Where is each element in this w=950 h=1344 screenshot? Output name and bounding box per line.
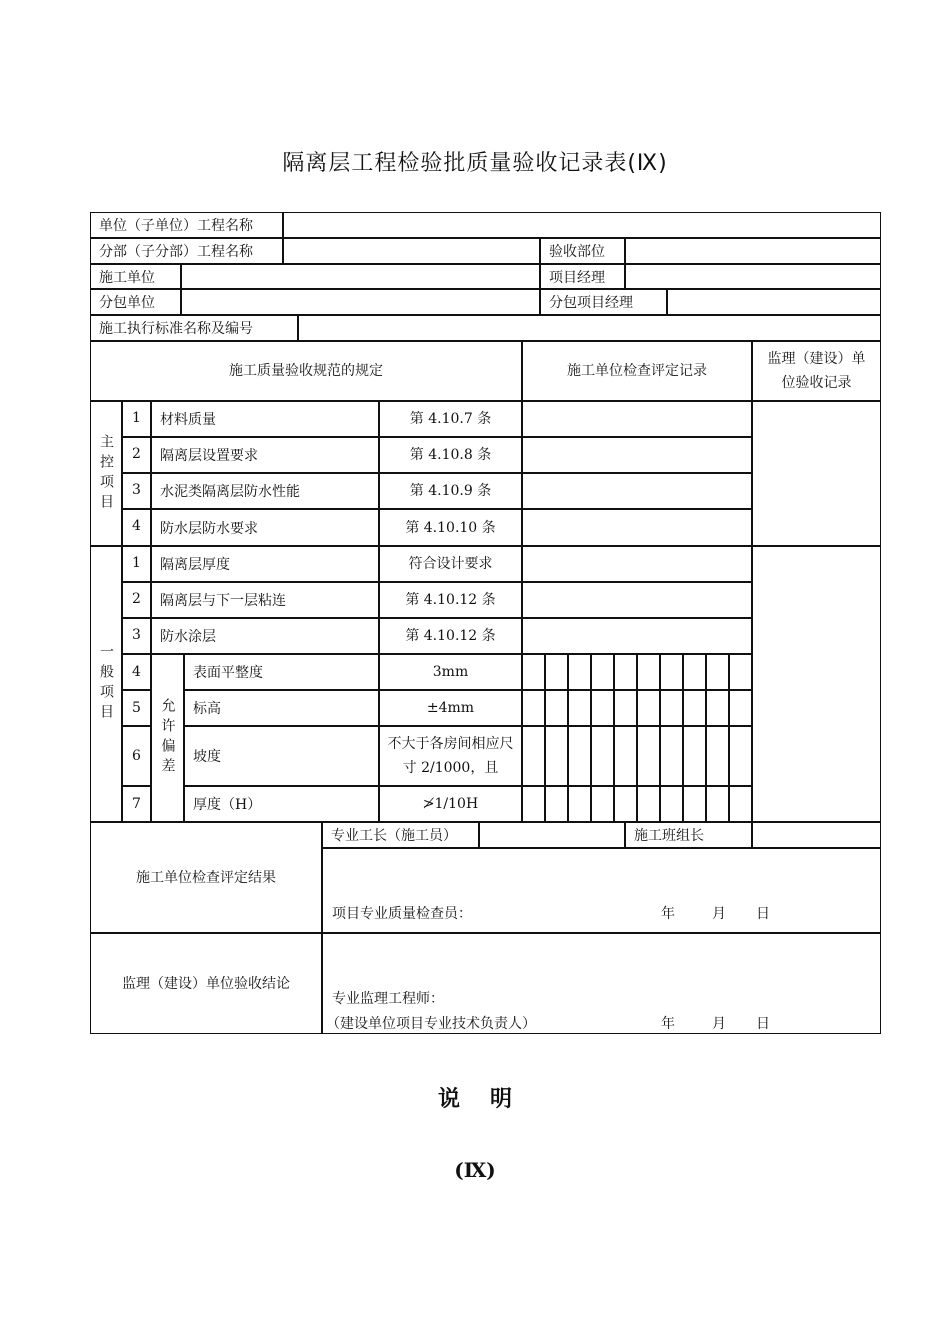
- measurement-cell[interactable]: [660, 654, 683, 690]
- tolerance-item-no: 5: [122, 690, 151, 726]
- measurement-cell[interactable]: [637, 726, 660, 786]
- measurement-cell[interactable]: [706, 654, 729, 690]
- main-item-name: 水泥类隔离层防水性能: [151, 473, 379, 509]
- tolerance-item-spec: ±4mm: [379, 690, 522, 726]
- measurement-cell[interactable]: [568, 690, 591, 726]
- general-item-record[interactable]: [522, 546, 752, 582]
- sub-project-name-label: 分部（子分部）工程名称: [90, 238, 283, 264]
- construction-unit-label: 施工单位: [90, 264, 181, 289]
- measurement-cell[interactable]: [683, 690, 706, 726]
- owner-rep-label: （建设单位项目专业技术负责人）: [326, 1016, 536, 1032]
- quality-inspector-label: 项目专业质量检查员：: [332, 906, 472, 922]
- project-name-field[interactable]: [283, 212, 881, 238]
- spec-column-header: 施工质量验收规范的规定: [90, 341, 522, 401]
- measurement-cell[interactable]: [568, 654, 591, 690]
- main-item-no: 3: [122, 473, 151, 509]
- main-item-record[interactable]: [522, 509, 752, 546]
- general-item-name: 隔离层与下一层粘连: [151, 582, 379, 618]
- sub-project-name-field[interactable]: [283, 238, 540, 264]
- subcontractor-label: 分包单位: [90, 289, 181, 315]
- main-item-name: 材料质量: [151, 401, 379, 437]
- measurement-cell[interactable]: [545, 726, 568, 786]
- project-name-label: 单位（子单位）工程名称: [90, 212, 283, 238]
- main-item-spec: 第 4.10.10 条: [379, 509, 522, 546]
- main-control-group-label: 主控项目: [90, 401, 122, 546]
- note-title: 说明: [437, 1087, 542, 1112]
- general-item-record[interactable]: [522, 582, 752, 618]
- note-number: (Ⅸ): [454, 1158, 496, 1182]
- tolerance-item-spec: 不大于各房间相应尺寸 2/1000，且: [379, 726, 522, 786]
- measurement-cell[interactable]: [706, 786, 729, 822]
- tolerance-item-spec: 3mm: [379, 654, 522, 690]
- subcontractor-field[interactable]: [181, 289, 540, 315]
- tolerance-item-name: 坡度: [184, 726, 379, 786]
- measurement-cell[interactable]: [729, 654, 752, 690]
- main-item-no: 4: [122, 509, 151, 546]
- tolerance-item-spec: ≯1/10H: [379, 786, 522, 822]
- page-title: 隔离层工程检验批质量验收记录表(Ⅸ): [282, 151, 668, 176]
- main-item-spec: 第 4.10.9 条: [379, 473, 522, 509]
- measurement-cell[interactable]: [522, 786, 545, 822]
- month-label: 月: [712, 906, 726, 922]
- sub-project-manager-field[interactable]: [667, 289, 881, 315]
- measurement-cell[interactable]: [614, 786, 637, 822]
- acceptance-part-label: 验收部位: [540, 238, 625, 264]
- construction-record-header: 施工单位检查评定记录: [522, 341, 752, 401]
- main-item-record[interactable]: [522, 473, 752, 509]
- team-leader-field[interactable]: [752, 822, 881, 848]
- general-item-spec: 符合设计要求: [379, 546, 522, 582]
- measurement-cell[interactable]: [614, 690, 637, 726]
- tolerance-item-no: 7: [122, 786, 151, 822]
- measurement-cell[interactable]: [545, 690, 568, 726]
- main-item-spec: 第 4.10.8 条: [379, 437, 522, 473]
- measurement-cell[interactable]: [591, 654, 614, 690]
- construction-result-label: 施工单位检查评定结果: [90, 822, 322, 933]
- general-item-no: 3: [122, 618, 151, 654]
- standard-field[interactable]: [298, 315, 881, 341]
- measurement-cell[interactable]: [545, 786, 568, 822]
- general-item-no: 1: [122, 546, 151, 582]
- supervision-conclusion-label: 监理（建设）单位验收结论: [90, 933, 322, 1034]
- general-item-spec: 第 4.10.12 条: [379, 582, 522, 618]
- measurement-cell[interactable]: [683, 786, 706, 822]
- supervision-record-header: 监理（建设）单位验收记录: [752, 341, 881, 401]
- main-supervision-record[interactable]: [752, 401, 881, 546]
- main-item-name: 隔离层设置要求: [151, 437, 379, 473]
- acceptance-record-table: [90, 212, 881, 1034]
- measurement-cell[interactable]: [729, 786, 752, 822]
- measurement-cell[interactable]: [729, 690, 752, 726]
- measurement-cell[interactable]: [683, 654, 706, 690]
- measurement-cell[interactable]: [591, 690, 614, 726]
- measurement-cell[interactable]: [706, 726, 729, 786]
- main-item-spec: 第 4.10.7 条: [379, 401, 522, 437]
- foreman-field[interactable]: [479, 822, 625, 848]
- measurement-cell[interactable]: [683, 726, 706, 786]
- general-group-label: 一般项目: [90, 546, 122, 822]
- general-item-name: 隔离层厚度: [151, 546, 379, 582]
- measurement-cell[interactable]: [522, 726, 545, 786]
- team-leader-label: 施工班组长: [625, 822, 752, 848]
- measurement-cell[interactable]: [637, 786, 660, 822]
- tolerance-item-name: 标高: [184, 690, 379, 726]
- sub-project-manager-label: 分包项目经理: [540, 289, 667, 315]
- measurement-cell[interactable]: [660, 690, 683, 726]
- measurement-cell[interactable]: [637, 654, 660, 690]
- main-item-no: 2: [122, 437, 151, 473]
- measurement-cell[interactable]: [591, 726, 614, 786]
- year-label: 年: [661, 906, 675, 922]
- tolerance-item-name: 表面平整度: [184, 654, 379, 690]
- main-item-record[interactable]: [522, 437, 752, 473]
- supervision-engineer-label: 专业监理工程师：: [332, 991, 444, 1007]
- foreman-label: 专业工长（施工员）: [322, 822, 479, 848]
- measurement-cell[interactable]: [568, 786, 591, 822]
- day-label: 日: [756, 1016, 770, 1032]
- project-manager-label: 项目经理: [540, 264, 625, 289]
- measurement-cell[interactable]: [614, 654, 637, 690]
- measurement-cell[interactable]: [637, 690, 660, 726]
- measurement-cell[interactable]: [522, 690, 545, 726]
- project-manager-field[interactable]: [625, 264, 881, 289]
- general-item-spec: 第 4.10.12 条: [379, 618, 522, 654]
- measurement-cell[interactable]: [660, 786, 683, 822]
- supervision-conclusion-field[interactable]: [322, 933, 881, 1034]
- measurement-cell[interactable]: [614, 726, 637, 786]
- tolerance-item-no: 4: [122, 654, 151, 690]
- day-label: 日: [756, 906, 770, 922]
- measurement-cell[interactable]: [706, 690, 729, 726]
- construction-result-field[interactable]: [322, 848, 881, 933]
- measurement-cell[interactable]: [729, 726, 752, 786]
- general-item-name: 防水涂层: [151, 618, 379, 654]
- month-label: 月: [712, 1016, 726, 1032]
- main-item-no: 1: [122, 401, 151, 437]
- year-label: 年: [661, 1016, 675, 1032]
- measurement-cell[interactable]: [522, 654, 545, 690]
- general-supervision-record[interactable]: [752, 546, 881, 822]
- main-item-name: 防水层防水要求: [151, 509, 379, 546]
- measurement-cell[interactable]: [660, 726, 683, 786]
- general-item-record[interactable]: [522, 618, 752, 654]
- tolerance-item-no: 6: [122, 726, 151, 786]
- tolerance-item-name: 厚度（H）: [184, 786, 379, 822]
- main-item-record[interactable]: [522, 401, 752, 437]
- construction-unit-field[interactable]: [181, 264, 540, 289]
- general-item-no: 2: [122, 582, 151, 618]
- acceptance-part-field[interactable]: [625, 238, 881, 264]
- measurement-cell[interactable]: [545, 654, 568, 690]
- measurement-cell[interactable]: [568, 726, 591, 786]
- standard-label: 施工执行标准名称及编号: [90, 315, 298, 341]
- tolerance-group-label: 允许偏差: [151, 654, 184, 822]
- measurement-cell[interactable]: [591, 786, 614, 822]
